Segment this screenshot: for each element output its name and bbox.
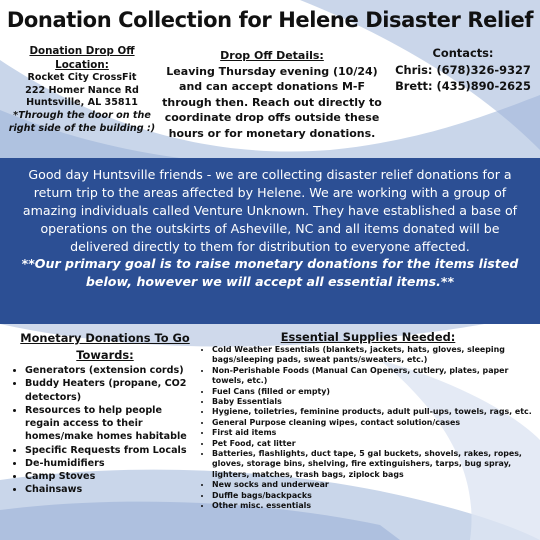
list-item: • Other misc. essentials [212,501,536,511]
dropoff-location-section [8,45,156,135]
list-item: • Duffle bags/backpacks [212,491,536,501]
list-item: • De-humidifiers [25,457,200,470]
contacts-section [392,45,534,95]
dropoff-details-heading: Drop Off Details: [220,49,324,62]
list-item: • Buddy Heaters (propane, CO2 detectors) [25,377,200,403]
list-item: • Pet Food, cat litter [212,439,536,449]
primary-goal-statement: **Our primary goal is to raise monetary donations for the items listed below, however we will accept all essential items.** [21,256,519,290]
monetary-heading: Monetary Donations To Go Towards: [20,331,190,363]
monetary-list [10,364,200,496]
list-item: • New socks and underwear [212,480,536,490]
dropoff-details-section [156,48,388,142]
dropoff-location-heading-2: Location: [55,58,109,71]
dropoff-details-text: Leaving Thursday evening (10/24) and can accept donations M-F through then. Reach out directly to coordinate drop offs outside these hours or for monetary donations. [162,64,382,141]
list-item: • Batteries, flashlights, duct tape, 5 gal buckets, shovels, rakes, ropes, gloves, storage bins, shelving, fire extinguishers, tarps, bug spray, lighters, matches, trash bags, ziplock bags [212,449,536,480]
supplies-heading: Essential Supplies Needed: [280,330,456,344]
intro-text-block [10,166,530,291]
list-item: • Specific Requests from Locals [25,444,200,457]
list-item: • Camp Stoves [25,470,200,483]
monetary-donations-section [10,330,200,497]
intro-paragraph: Good day Huntsville friends - we are collecting disaster relief donations for a return trip to the areas affected by Helene. We are working with a group of amazing individuals called Venture Unknown. They have established a base of operations on the outskirts of Asheville, NC and all items donated will be delivered directly to them for distribution to everyone affected. [22,167,518,254]
list-item: • Generators (extension cords) [25,364,200,377]
list-item: • Fuel Cans (filled or empty) [212,387,536,397]
contact-chris: Chris: (678)326-9327 [395,62,531,77]
list-item: • Baby Essentials [212,397,536,407]
list-item: • Resources to help people regain access to their homes/make homes habitable [25,404,200,444]
dropoff-location-note: *Through the door on the right side of the building :) [8,110,156,134]
list-item: • Cold Weather Essentials (blankets, jackets, hats, gloves, sleeping bags/sleeping pads, sweat pants/sweaters, etc.) [212,345,536,366]
contacts-heading: Contacts: [432,46,494,60]
essential-supplies-section [200,330,536,512]
dropoff-location-city: Huntsville, AL 35811 [26,97,138,109]
list-item: • General Purpose cleaning wipes, contact solution/cases [212,418,536,428]
list-item: • First aid items [212,428,536,438]
supplies-list [200,345,536,512]
list-item: • Hygiene, toiletries, feminine products, adult pull-ups, towels, rags, etc. [212,407,536,417]
list-item: • Non-Perishable Foods (Manual Can Openers, cutlery, plates, paper towels, etc.) [212,366,536,387]
page-title: Donation Collection for Helene Disaster Relief [6,8,534,32]
dropoff-location-street: 222 Homer Nance Rd [25,84,139,96]
dropoff-location-name: Rocket City CrossFit [27,72,137,84]
list-item: • Chainsaws [25,483,200,496]
dropoff-location-heading: Donation Drop Off [29,45,135,57]
contact-brett: Brett: (435)890-2625 [395,79,531,94]
